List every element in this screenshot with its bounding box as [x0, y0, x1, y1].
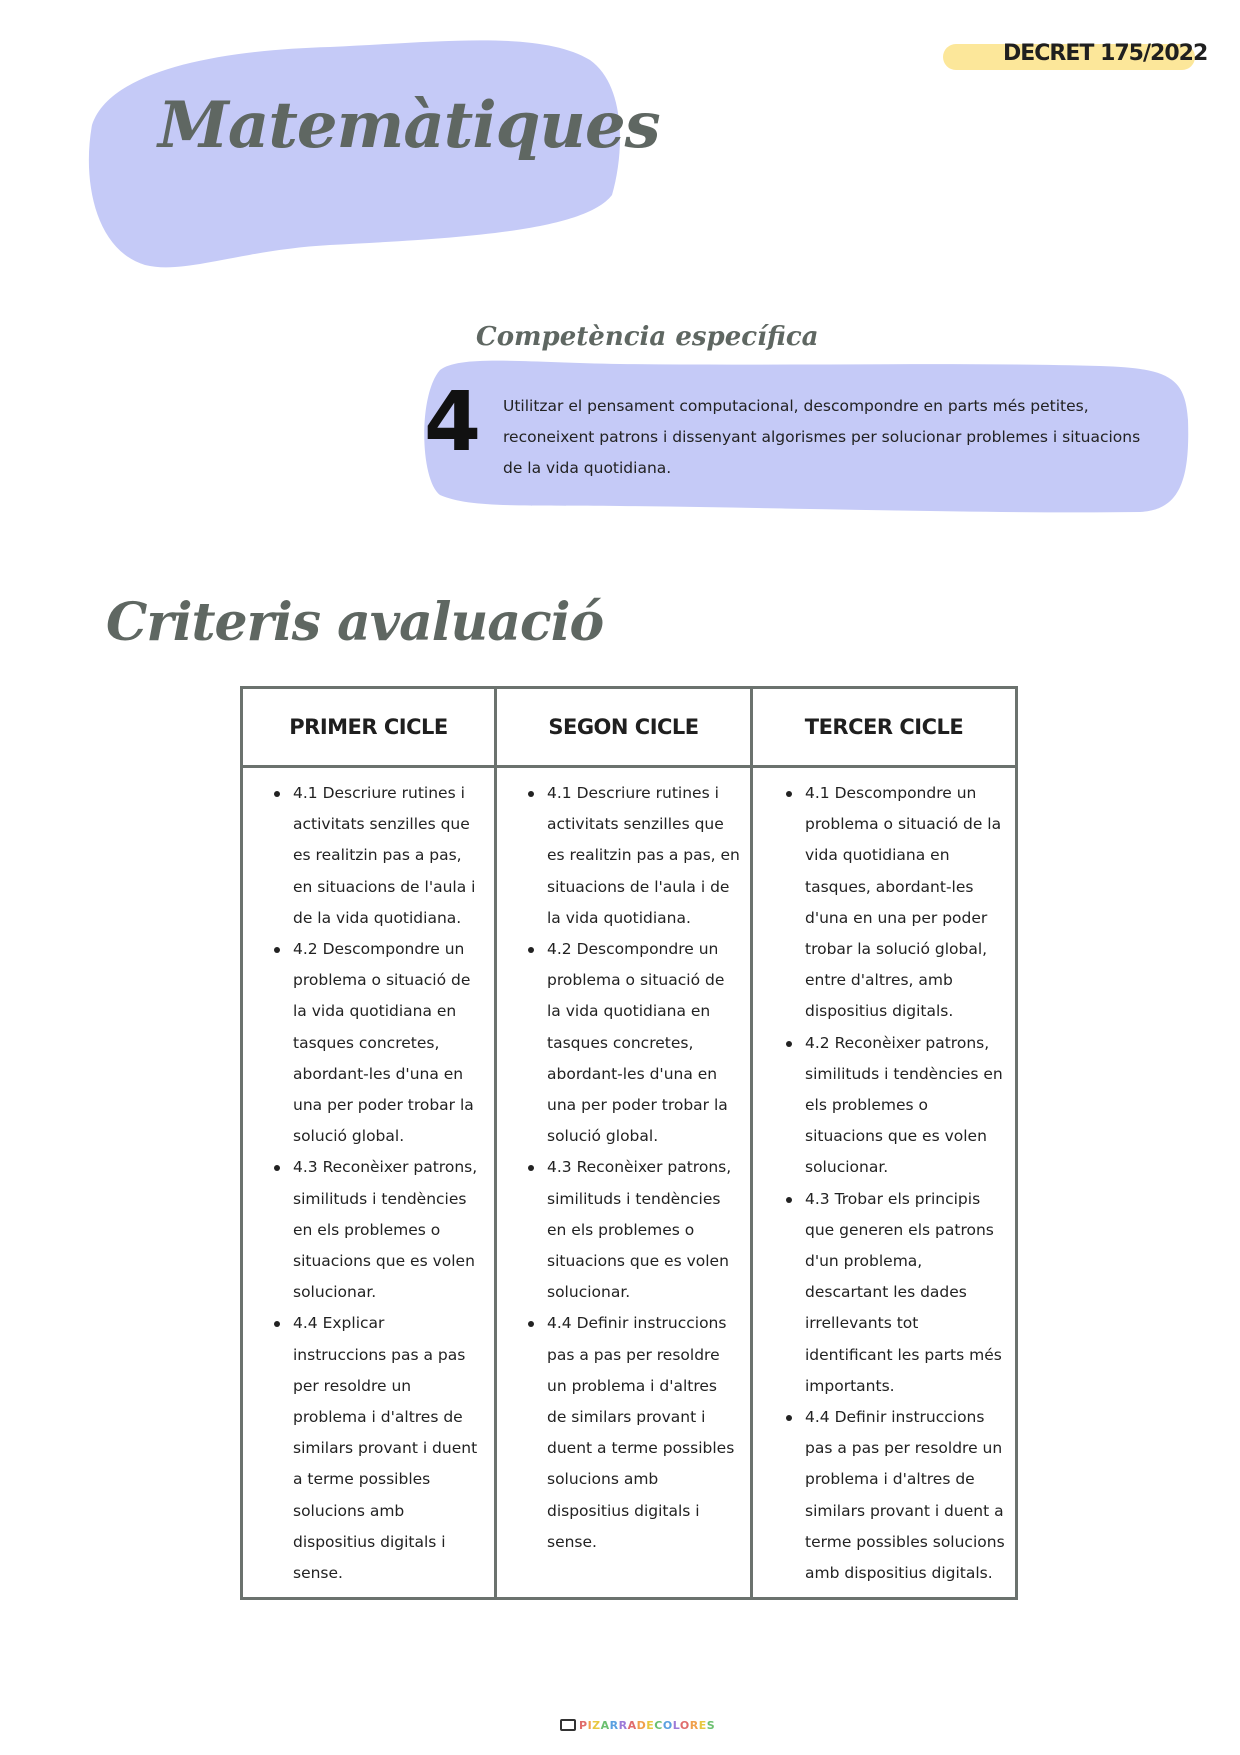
- criteria-item: 4.2 Descompondre un problema o situació de la vida quotidiana en tasques concretes, abordant-les d'una en una per poder trobar la solució global.: [497, 934, 750, 1152]
- criteria-item: 4.3 Trobar els principis que generen els patrons d'un problema, descartant les dades irrellevants tot identificant les parts més importants.: [753, 1184, 1015, 1402]
- competencia-number: 4: [424, 375, 482, 470]
- criteria-table: [240, 686, 1018, 1600]
- page-title: Matemàtiques: [158, 88, 660, 163]
- column-header-tercer-cicle: TERCER CICLE: [753, 689, 1015, 768]
- competencia-text: Utilitzar el pensament computacional, descompondre en parts més petites, reconeixent patrons i dissenyant algorismes per solucionar problemes i situacions de la vida quotidiana.: [503, 397, 1141, 477]
- column-cell-primer-cicle: [243, 768, 497, 1597]
- criteria-item: 4.3 Reconèixer patrons, similituds i tendències en els problemes o situacions que es volen solucionar.: [243, 1152, 494, 1308]
- column-header-segon-cicle: SEGON CICLE: [497, 689, 753, 768]
- criteria-item: 4.2 Descompondre un problema o situació de la vida quotidiana en tasques concretes, abordant-les d'una en una per poder trobar la solució global.: [243, 934, 494, 1152]
- competencia-heading: Competència específica: [476, 322, 819, 352]
- chalkboard-icon: [560, 1719, 576, 1731]
- column-cell-segon-cicle: [497, 768, 753, 1597]
- criteria-item: 4.4 Explicar instruccions pas a pas per resoldre un problema i d'altres de similars provant i duent a terme possibles solucions amb dispositius digitals i sense.: [243, 1308, 494, 1589]
- brand-name: PIZARRADECOLORES: [579, 1718, 716, 1732]
- criteris-heading: Criteris avaluació: [106, 592, 604, 653]
- criteria-item: 4.1 Descompondre un problema o situació de la vida quotidiana en tasques, abordant-les d'una en una per poder trobar la solució global, entre d'altres, amb dispositius digitals.: [753, 778, 1015, 1028]
- decret-label: DECRET 175/2022: [1003, 41, 1208, 66]
- criteria-item: 4.2 Reconèixer patrons, similituds i tendències en els problemes o situacions que es volen solucionar.: [753, 1028, 1015, 1184]
- footer-logo: [560, 1717, 715, 1733]
- criteria-list: [243, 778, 494, 1589]
- column-cell-tercer-cicle: [753, 768, 1015, 1597]
- column-header-primer-cicle: PRIMER CICLE: [243, 689, 497, 768]
- criteria-list: [497, 778, 750, 1558]
- criteria-item: 4.3 Reconèixer patrons, similituds i tendències en els problemes o situacions que es volen solucionar.: [497, 1152, 750, 1308]
- criteria-item: 4.4 Definir instruccions pas a pas per resoldre un problema i d'altres de similars provant i duent a terme possibles solucions amb dispositius digitals i sense.: [497, 1308, 750, 1558]
- criteria-item: 4.1 Descriure rutines i activitats senzilles que es realitzin pas a pas, en situacions de l'aula i de la vida quotidiana.: [243, 778, 494, 934]
- criteria-list: [753, 778, 1015, 1589]
- criteria-item: 4.1 Descriure rutines i activitats senzilles que es realitzin pas a pas, en situacions de l'aula i de la vida quotidiana.: [497, 778, 750, 934]
- criteria-item: 4.4 Definir instruccions pas a pas per resoldre un problema i d'altres de similars provant i duent a terme possibles solucions amb dispositius digitals.: [753, 1402, 1015, 1589]
